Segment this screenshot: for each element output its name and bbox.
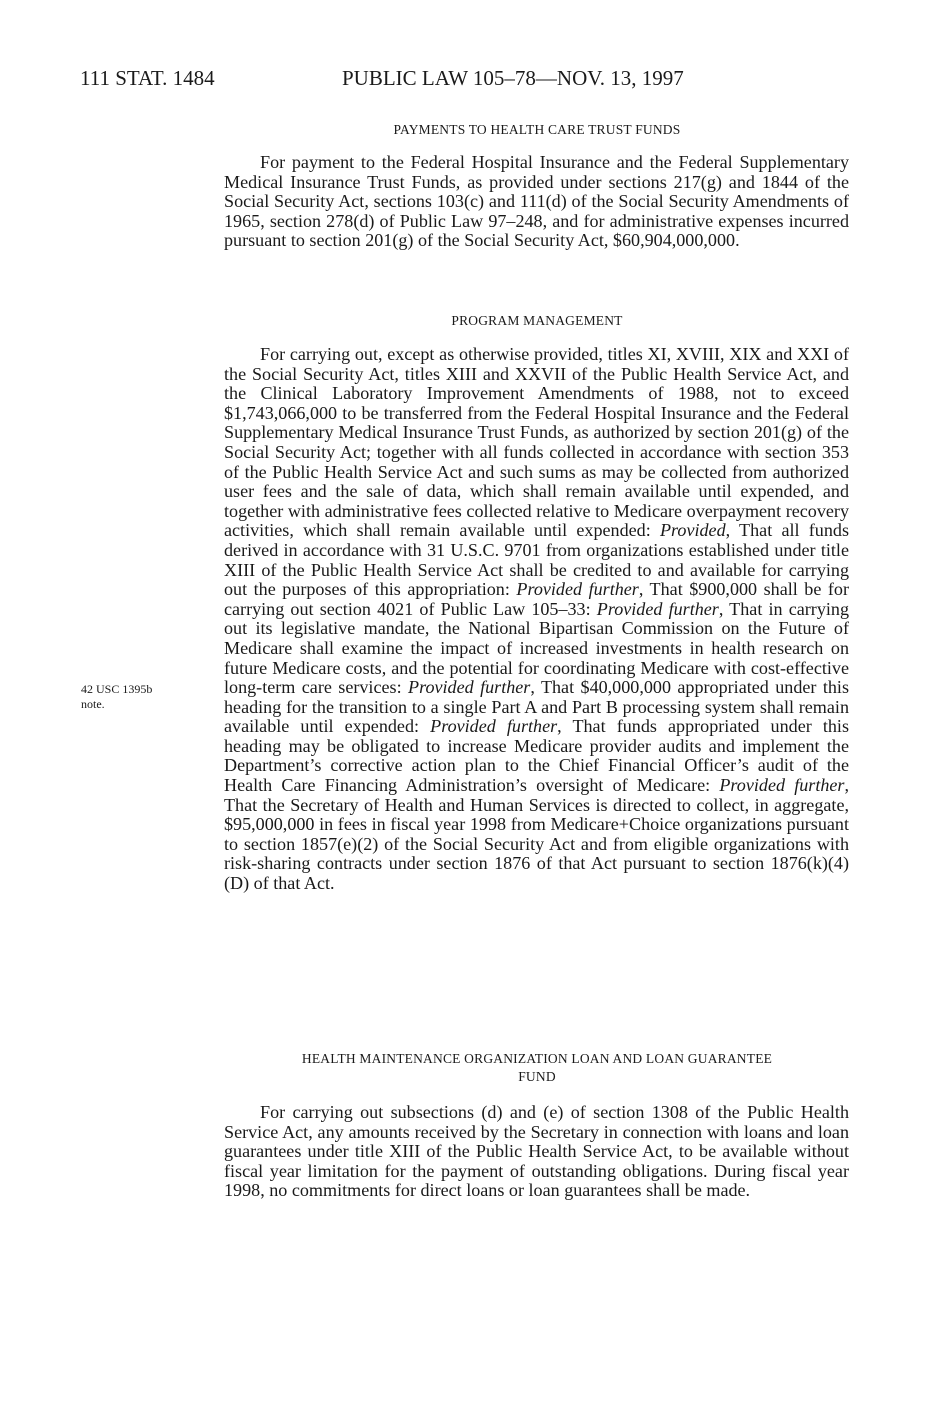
- text-run: , That $900,000 shall be for carrying out section 4021 of Public Law 105–33:: [224, 579, 850, 619]
- text-run: , That funds appropriated under this heading may be obligated to increase Medicare provider audits and implement the Department’s corrective action plan to the Chief Financial Officer’s audit of the Health Care Financing Administration’s oversight of Medicare:: [224, 716, 849, 796]
- margin-note-label: note.: [81, 697, 105, 711]
- section-heading-trust-funds: PAYMENTS TO HEALTH CARE TRUST FUNDS: [393, 122, 681, 137]
- paragraph-hmo-loan-fund: For carrying out subsections (d) and (e) of section 1308 of the Public Health Service Act, any amounts received by the Secretary in connection with loans and loan guarantees under title XIII of the Public Health Service Act, to be available without fiscal year limitation for the payment of outstanding obligations. During fiscal year 1998, no commitments for direct loans or loan guarantees shall be made.: [224, 1102, 849, 1201]
- text-run: , That all funds derived in accordance with 31 U.S.C. 9701 from organizations established under title XIII of the Public Health Service Act shall be credited to and available for carrying out the purposes of this appropriation:: [224, 520, 849, 600]
- statute-citation: 111 STAT. 1484: [80, 66, 215, 90]
- proviso-italic: Provided further: [596, 598, 719, 619]
- heading-line: HEALTH MAINTENANCE ORGANIZATION LOAN AND LOAN GUARANTEE: [301, 1051, 773, 1066]
- text-run: For carrying out, except as otherwise provided, titles XI, XVIII, XIX and XXI of the Social Security Act, titles XIII and XXVII of the Public Health Service Act, and the Clinical Laboratory Improvement Amendments of 1988, not to exceed $1,743,066,000 to be transferred from the Federal Hospital Insurance and the Federal Supplementary Medical Insurance Trust Funds, as authorized by section 201(g) of the Social Security Act; together with all funds collected in accordance with section 353 of the Public Health Service Act and such sums as may be collected from authorized user fees and the sale of data, which shall remain available until expended, and together with administrative fees collected relative to Medicare overpayment recovery activities, which shall remain available until expended:: [224, 344, 849, 541]
- proviso-italic: Provided: [659, 520, 726, 541]
- heading-line: FUND: [518, 1069, 556, 1084]
- text-run: , That $40,000,000 appropriated under this heading for the transition to a single Part A and Part B processing system shall remain available until expended:: [224, 677, 849, 737]
- text-run: , That in carrying out its legislative mandate, the National Bipartisan Commission on the Future of Medicare shall examine the impact of increased investments in health research on future Medicare costs, and the potential for coordinating Medicare with cost-effective long-term care services:: [224, 598, 849, 698]
- paragraph-program-management: [224, 345, 849, 894]
- proviso-italic: Provided further: [408, 677, 531, 698]
- section-heading-hmo-loan-fund: [226, 1050, 848, 1086]
- margin-note-citation: 42 USC 1395b: [81, 682, 153, 696]
- proviso-italic: Provided further: [430, 716, 558, 737]
- paragraph-trust-funds: For payment to the Federal Hospital Insurance and the Federal Supplementary Medical Insurance Trust Funds, as provided under sections 217(g) and 1844 of the Social Security Act, sections 103(c) and 111(d) of the Social Security Amendments of 1965, section 278(d) of Public Law 97–248, and for administrative expenses incurred pursuant to section 201(g) of the Social Security Act, $60,904,000,000.: [224, 152, 849, 251]
- proviso-italic: Provided further: [516, 579, 639, 600]
- public-law-title: PUBLIC LAW 105–78—NOV. 13, 1997: [342, 66, 684, 90]
- proviso-italic: Provided further: [719, 775, 845, 796]
- text-run: , That the Secretary of Health and Human Services is directed to collect, in aggregate, $95,000,000 in fees in fiscal year 1998 from Medicare+Choice organizations pursuant to section 1857(e)(2) of the Social Security Act and from eligible organizations with risk-sharing contracts under section 1876 of that Act pursuant to section 1876(k)(4)(D) of that Act.: [224, 775, 849, 894]
- section-heading-program-management: PROGRAM MANAGEMENT: [451, 313, 623, 328]
- margin-note: [81, 682, 201, 712]
